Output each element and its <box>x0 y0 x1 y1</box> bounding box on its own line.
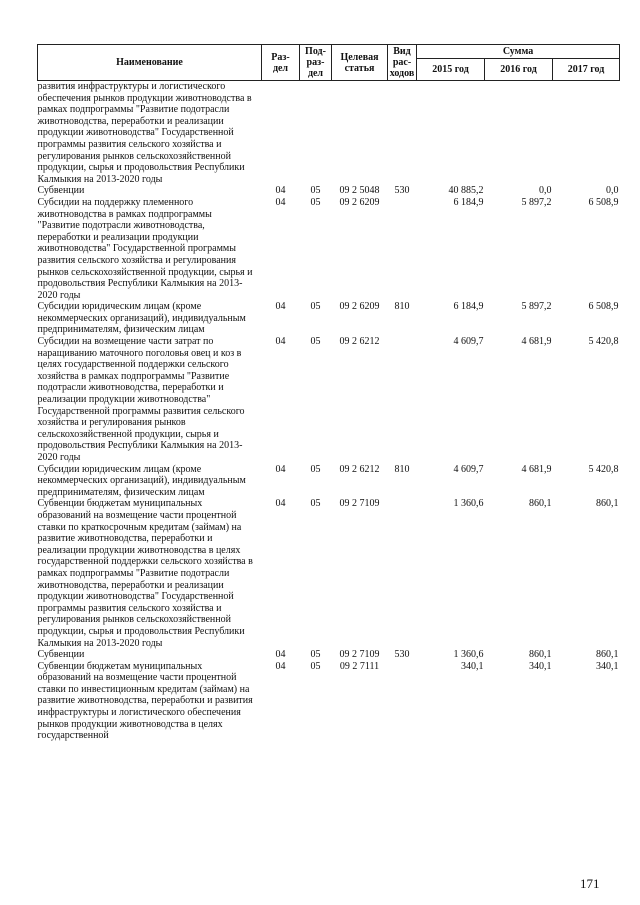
row-vid <box>388 661 417 742</box>
row-vid <box>388 336 417 464</box>
row-value-2016: 340,1 <box>529 660 552 672</box>
row-value-2017 <box>553 81 620 186</box>
row-value-2016: 4 681,9 <box>521 463 552 475</box>
row-razdel: 04 <box>275 660 286 672</box>
row-razdel: 04 <box>275 185 286 197</box>
table-row <box>38 649 620 661</box>
row-value-2016: 860,1 <box>529 498 552 510</box>
row-vid: 530 <box>394 185 410 197</box>
col-header-vid: Вид рас- ходов <box>388 45 417 81</box>
row-name: Субвенции бюджетам муниципальных образований на возмещение части процентной ставки по инвестиционным кредитам (займам) на развитие животноводства, переработки и развития инфраструктуры и логистического обеспечения рынков продукции животноводства в целях государственной <box>37 660 253 742</box>
row-value-2016: 5 897,2 <box>521 301 552 313</box>
row-target: 09 2 5048 <box>339 185 380 197</box>
budget-table-sheet <box>37 44 619 742</box>
row-vid <box>388 81 417 186</box>
budget-table <box>37 44 620 742</box>
row-name: Субвенции бюджетам муниципальных образований на возмещение части процентной ставки по краткосрочным кредитам (займам) на развитие животноводства, переработки и реализации продукции животноводства в целях государственной поддержки сельского хозяйства в рамках подпрограммы "Развитие подотрасли животноводства, переработки и реализации продукции животноводства" Государственной программы развития сельского хозяйства и регулирования рынков сельскохозяйственной продукции, сырья и продовольствия Республики Калмыкия на 2013-2020 годы <box>37 498 253 649</box>
row-value-2015: 4 609,7 <box>453 336 484 348</box>
row-podrazdel: 05 <box>310 196 321 208</box>
row-target: 09 2 7109 <box>339 498 380 510</box>
page-number: 171 <box>580 876 600 891</box>
row-podrazdel: 05 <box>310 649 321 661</box>
row-value-2016: 860,1 <box>529 649 552 661</box>
row-value-2016: 4 681,9 <box>521 336 552 348</box>
budget-rows <box>38 81 620 742</box>
row-podrazdel: 05 <box>310 185 321 197</box>
row-vid <box>388 498 417 649</box>
row-razdel: 04 <box>275 301 286 313</box>
row-value-2016 <box>485 81 553 186</box>
row-name: Субвенции <box>37 649 85 661</box>
row-podrazdel: 05 <box>310 660 321 672</box>
col-header-target: Целевая статья <box>332 45 388 81</box>
row-value-2017: 6 508,9 <box>588 301 619 313</box>
row-name: Субвенции <box>37 185 85 197</box>
col-header-podrazdel: Под- раз- дел <box>300 45 332 81</box>
row-value-2015: 4 609,7 <box>453 463 484 475</box>
row-value-2015: 1 360,6 <box>453 498 484 510</box>
row-razdel <box>262 81 300 186</box>
col-header-2015: 2015 год <box>417 59 485 81</box>
row-name: Субсидии на поддержку племенного животноводства в рамках подпрограммы "Развитие подотрасли животноводства, переработки и реализации продукции животноводства" Государственной программы развития сельского хозяйства и регулирования рынков сельскохозяйственной продукции, сырья и продовольствия Республики Калмыкия на 2013-2020 годы <box>37 196 253 301</box>
row-value-2015: 6 184,9 <box>453 301 484 313</box>
table-row <box>38 464 620 499</box>
row-vid <box>388 197 417 301</box>
row-value-2017: 860,1 <box>596 649 619 661</box>
row-razdel: 04 <box>275 463 286 475</box>
row-podrazdel: 05 <box>310 336 321 348</box>
row-value-2015: 340,1 <box>461 660 484 672</box>
col-header-name: Наименование <box>38 45 262 81</box>
row-value-2015: 40 885,2 <box>448 185 484 197</box>
row-value-2017: 5 420,8 <box>588 463 619 475</box>
row-podrazdel: 05 <box>310 301 321 313</box>
row-target: 09 2 7111 <box>339 660 380 672</box>
row-name: Субсидии на возмещение части затрат по наращиванию маточного поголовья овец и коз в целях государственной поддержки сельского хозяйства в рамках подпрограммы "Развитие подотрасли животноводства, переработки и реализации продукции животноводства" Государственной программы развития сельского хозяйства и регулирования рынков сельскохозяйственной продукции, сырья и продовольствия Республики Калмыкия на 2013-2020 годы <box>37 336 245 463</box>
row-value-2017: 340,1 <box>596 660 619 672</box>
row-value-2017: 0,0 <box>606 185 619 197</box>
row-name: развития инфраструктуры и логистического обеспечения рынков продукции животноводства в рамках подпрограммы "Развитие подотрасли животноводства, переработки и реализации продукции животноводства" Государственной программы развития сельского хозяйства и регулирования рынков сельскохозяйственной продукции, сырья и продовольствия Республики Калмыкия на 2013-2020 годы <box>37 81 252 185</box>
row-target: 09 2 6209 <box>339 196 380 208</box>
row-target <box>332 81 388 186</box>
row-value-2016: 5 897,2 <box>521 196 552 208</box>
row-value-2016: 0,0 <box>539 185 552 197</box>
table-row <box>38 301 620 336</box>
row-value-2017: 5 420,8 <box>588 336 619 348</box>
col-header-razdel: Раз- дел <box>262 45 300 81</box>
row-value-2017: 860,1 <box>596 498 619 510</box>
row-vid: 810 <box>394 463 410 475</box>
table-row <box>38 185 620 197</box>
row-target: 09 2 7109 <box>339 649 380 661</box>
row-value-2015: 1 360,6 <box>453 649 484 661</box>
col-header-sum: Сумма <box>417 45 620 59</box>
row-target: 09 2 6212 <box>339 336 380 348</box>
row-razdel: 04 <box>275 196 286 208</box>
row-podrazdel <box>300 81 332 186</box>
row-podrazdel: 05 <box>310 498 321 510</box>
row-target: 09 2 6212 <box>339 463 380 475</box>
col-header-2016: 2016 год <box>485 59 553 81</box>
row-razdel: 04 <box>275 649 286 661</box>
row-name: Субсидии юридическим лицам (кроме некоммерческих организаций), индивидуальным предпринимателям, физическим лицам <box>37 463 246 498</box>
row-razdel: 04 <box>275 336 286 348</box>
table-row <box>38 498 620 649</box>
row-razdel: 04 <box>275 498 286 510</box>
row-value-2015 <box>417 81 485 186</box>
row-target: 09 2 6209 <box>339 301 380 313</box>
table-row <box>38 661 620 742</box>
row-podrazdel: 05 <box>310 463 321 475</box>
col-header-2017: 2017 год <box>553 59 620 81</box>
table-row <box>38 81 620 186</box>
row-name: Субсидии юридическим лицам (кроме некоммерческих организаций), индивидуальным предпринимателям, физическим лицам <box>37 301 246 336</box>
row-vid: 530 <box>394 649 410 661</box>
row-vid: 810 <box>394 301 410 313</box>
table-row <box>38 197 620 301</box>
row-value-2015: 6 184,9 <box>453 196 484 208</box>
row-value-2017: 6 508,9 <box>588 196 619 208</box>
table-row <box>38 336 620 464</box>
